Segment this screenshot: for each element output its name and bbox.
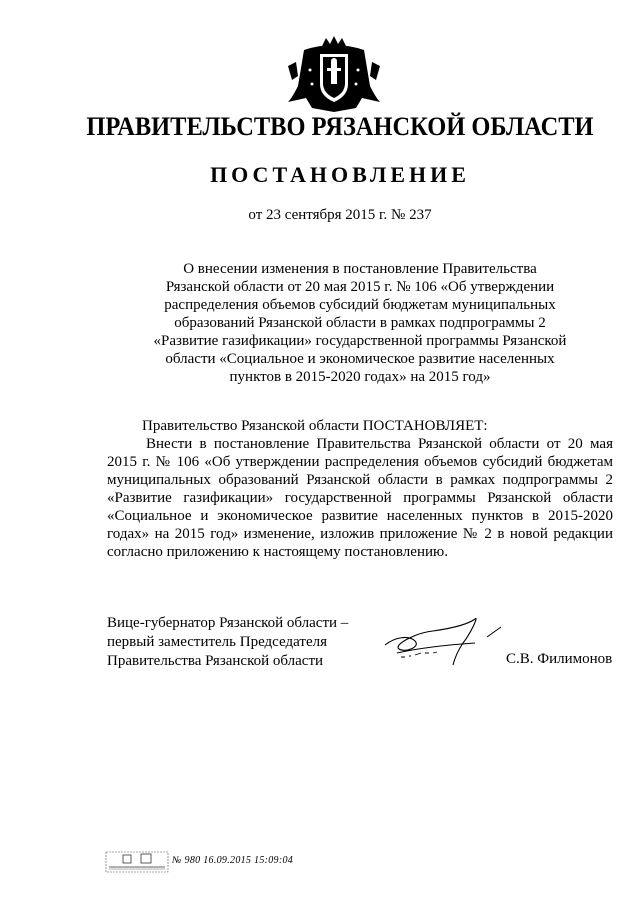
signatory-title-line: первый заместитель Председателя: [107, 634, 327, 650]
signatory-name: С.В. Филимонов: [506, 651, 613, 667]
handwritten-signature: [375, 603, 515, 673]
signatory-title-line: Вице-губернатор Рязанской области –: [107, 615, 349, 631]
organization-title: ПРАВИТЕЛЬСТВО РЯЗАНСКОЙ ОБЛАСТИ: [86, 112, 594, 141]
document-subject: О внесении изменения в постановление Правительства Рязанской области от 20 мая 2015 г. № 106 «Об утверждении распределения объемов субсидий бюджетам муниципальных образований Рязанской области в рамках подпрограммы 2 «Развитие газификации» государственной программы Рязанской области «Социальное и экономическое развитие населенных пунктов в 2015-2020 годах» на 2015 год»: [153, 261, 567, 385]
registry-stamp-icon: [105, 851, 169, 873]
signatory-title: [107, 614, 348, 671]
signatory-title-line: Правительства Рязанской области: [107, 653, 324, 669]
decree-paragraph: Внести в постановление Правительства Рязанской области от 20 мая 2015 г. № 106 «Об утверждении распределения объемов субсидий бюджетам муниципальных образований Рязанской области в рамках подпрограммы 2 «Развитие газификации» государственной программы Рязанской области «Социальное и экономическое развитие населенных пунктов в 2015-2020 годах» на 2015 год» изменение, изложив приложение № 2 в новой редакции согласно приложению к настоящему постановлению.: [107, 436, 613, 560]
coat-of-arms-icon: [284, 36, 384, 114]
registration-number: № 980 16.09.2015 15:09:04: [172, 855, 294, 866]
decree-statement: Правительство Рязанской области ПОСТАНОВЛЯЕТ:: [142, 418, 488, 434]
document-type: ПОСТАНОВЛЕНИЕ: [210, 162, 470, 187]
document-date-number: от 23 сентября 2015 г. № 237: [248, 207, 432, 223]
